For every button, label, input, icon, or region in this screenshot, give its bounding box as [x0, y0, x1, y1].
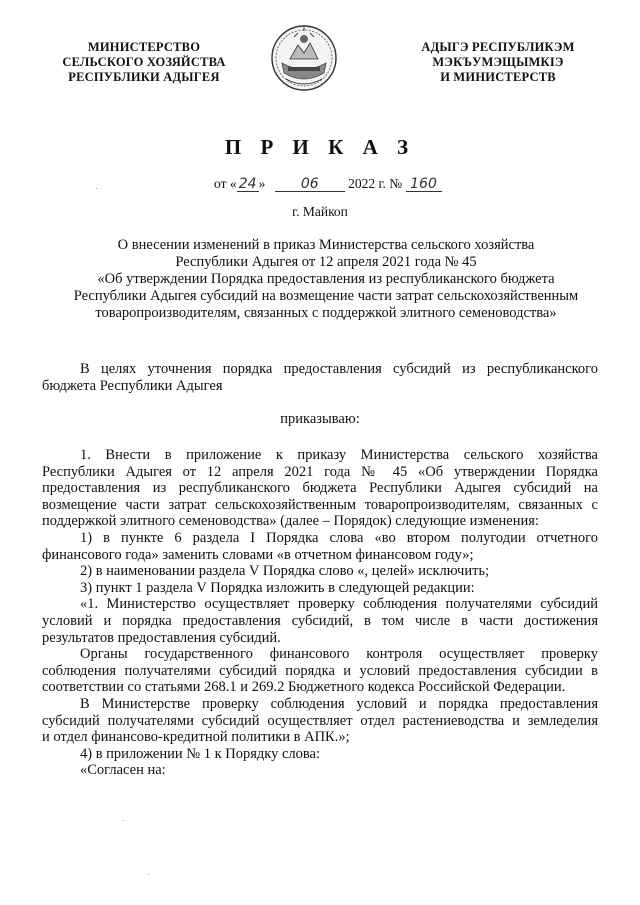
document-title: П Р И К А З [224, 135, 416, 159]
scan-speck [123, 820, 124, 821]
order-date-line [214, 176, 442, 192]
header-right-line: АДЫГЭ РЕСПУБЛИКЭМ [421, 40, 575, 54]
body-line: предоставления из республиканского бюджета Республики Адыгея субсидий на [42, 480, 598, 497]
date-year: 2022 г. [348, 176, 386, 191]
order-word: приказываю: [280, 411, 360, 427]
subject-line: Республики Адыгея от 12 апреля 2021 года № 45 [175, 254, 477, 270]
order-number: 160 [406, 178, 442, 192]
body-line: 3) пункт 1 раздела V Порядка изложить в следующей редакции: [80, 579, 475, 596]
body-line: соблюдения получателями субсидий порядка и условий предоставления субсидии в [42, 662, 598, 679]
preamble-line: бюджета Республики Адыгея [42, 377, 223, 394]
scan-speck [96, 188, 97, 189]
body-line: 4) в приложении № 1 к Порядку слова: [80, 745, 321, 762]
preamble-line: В целях уточнения порядка предоставления субсидий из республиканского [80, 361, 598, 377]
body-line: 2) в наименовании раздела V Порядка слово «, целей» исключить; [80, 563, 490, 580]
body-line: Органы государственного финансового контроля осуществляет проверку [80, 646, 598, 663]
order-number-label: № [389, 176, 403, 191]
date-month: 06 [275, 178, 345, 192]
body-line: условий и порядка предоставления субсидий, в том числе в части достижения [42, 612, 598, 629]
subject-line: Республики Адыгея субсидий на возмещение части затрат сельскохозяйственным [73, 288, 579, 304]
subject-line: «Об утверждении Порядка предоставления из республиканского бюджета [97, 271, 555, 287]
header-left-line: СЕЛЬСКОГО ХОЗЯЙСТВА [62, 55, 226, 69]
preamble [42, 361, 598, 394]
date-mid: » [258, 176, 266, 191]
coat-of-arms-emblem [270, 23, 338, 93]
subject-line: О внесении изменений в приказ Министерства сельского хозяйства [117, 237, 535, 253]
body-line: возмещение части затрат сельскохозяйственным товаропроизводителям, связанных с [42, 496, 598, 513]
body-line: 1. Внести в приложение к приказу Министерства сельского хозяйства [80, 447, 598, 463]
body-line: субсидий получателями субсидий осуществляет отдел растениеводства и земледелия [42, 712, 598, 729]
body-line: В Министерстве проверку соблюдения условий и порядка предоставления [80, 695, 598, 712]
header-right-line: И МИНИСТЕРСТВ [440, 70, 556, 84]
body-line: результатов предоставления субсидий. [42, 629, 281, 646]
header-left-line: МИНИСТЕРСТВО [87, 40, 201, 54]
body-line: и отдел финансово-кредитной политики в АПК.»; [42, 729, 350, 746]
body-line: «1. Министерство осуществляет проверку соблюдения получателями субсидий [80, 596, 598, 613]
ministry-name-russian [44, 40, 244, 85]
body-line: Республики Адыгея от 12 апреля 2021 года № 45 «Об утверждении Порядка [42, 463, 598, 480]
order-subject [52, 237, 600, 322]
date-prefix: от « [214, 176, 237, 191]
header-left-line: РЕСПУБЛИКИ АДЫГЕЯ [68, 70, 220, 84]
subject-line: товаропроизводителям, связанных с поддержкой элитного семеноводства» [95, 305, 557, 321]
body-line: финансового года» заменить словами «в отчетном финансовом году»; [42, 546, 474, 563]
date-day: 24 [237, 178, 259, 192]
header-right-line: МЭКЪУМЭЩЫМКIЭ [432, 55, 564, 69]
ministry-name-adyghe [398, 40, 598, 85]
city: г. Майкоп [292, 204, 348, 219]
scan-speck [148, 874, 149, 875]
body-line: «Согласен на: [80, 762, 166, 779]
body-line: 1) в пункте 6 раздела I Порядка слова «во втором полугодии отчетного [80, 529, 598, 546]
body-line: поддержкой элитного семеноводства» (далее – Порядок) следующие изменения: [42, 513, 539, 530]
order-body [42, 447, 598, 779]
body-line: соответствии со статьями 268.1 и 269.2 Бюджетного кодекса Российской Федерации. [42, 679, 566, 696]
